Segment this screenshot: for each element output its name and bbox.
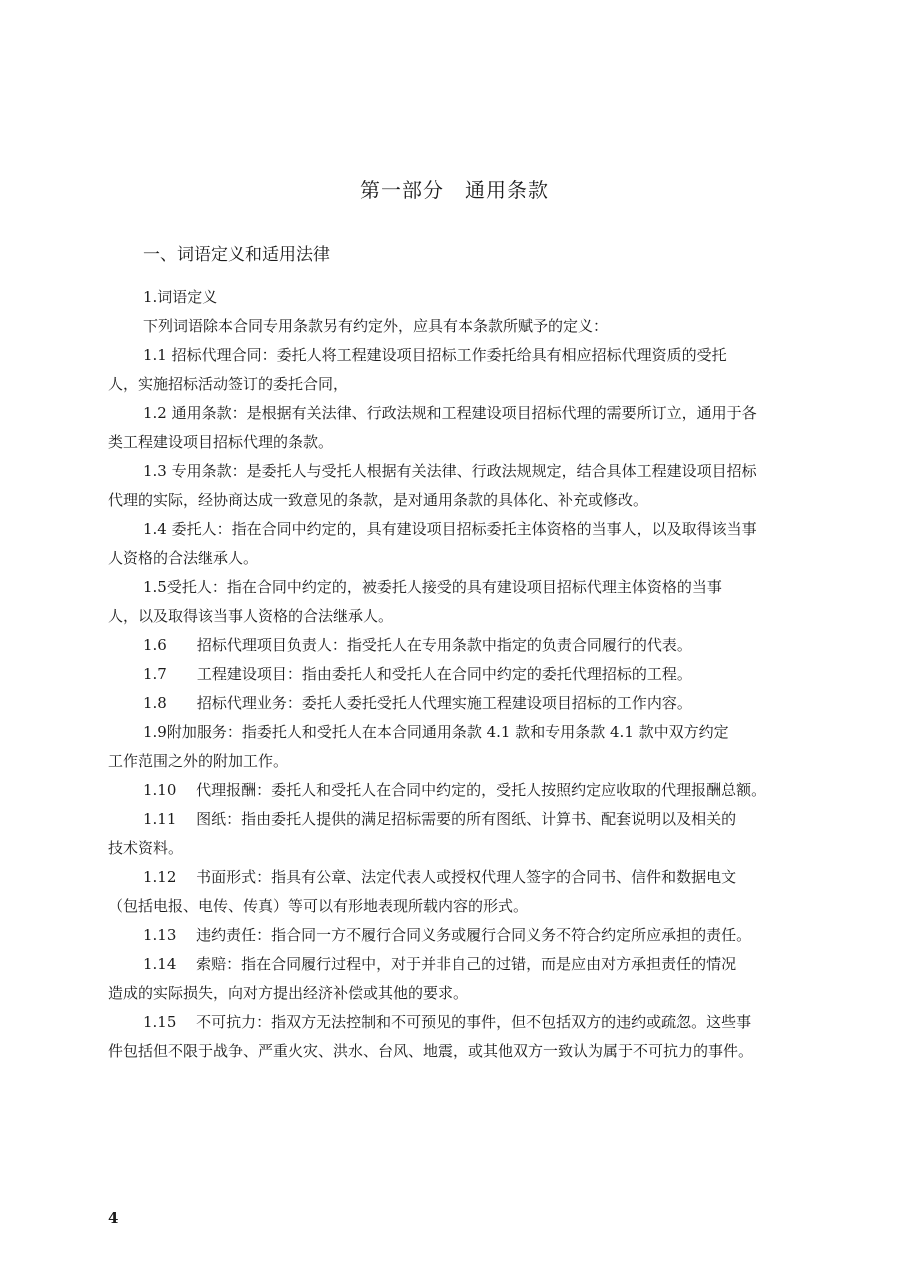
text-line: 工作范围之外的附加工作。 [108,752,289,770]
text-line: 1.2 通用条款：是根据有关法律、行政法规和工程建设项目招标代理的需要所订立，通用于各 [143,404,757,422]
text-line: 1.1 招标代理合同：委托人将工程建设项目招标工作委托给具有相应招标代理资质的受托 [143,346,727,364]
text-line: 1.3 专用条款：是委托人与受托人根据有关法律、行政法规规定，结合具体工程建设项目招标 [143,462,757,480]
text-line: 1.10 代理报酬：委托人和受托人在合同中约定的，受托人按照约定应收取的代理报酬总额。 [143,781,767,799]
section-title: 一、词语定义和适用法律 [143,245,330,265]
text-line: 造成的实际损失，向对方提出经济补偿或其他的要求。 [108,984,469,1002]
text-line: 1.11 图纸：指由委托人提供的满足招标需要的所有图纸、计算书、配套说明以及相关的 [143,810,737,828]
text-line: 1.7 工程建设项目：指由委托人和受托人在合同中约定的委托代理招标的工程。 [143,665,692,683]
text-line: 技术资料。 [108,839,184,857]
page-number: 4 [108,1209,119,1227]
text-line: 1.15 不可抗力：指双方无法控制和不可预见的事件，但不包括双方的违约或疏忽。这些事 [143,1013,752,1031]
text-line: 1.词语定义 [143,288,218,306]
part-title: 第一部分 通用条款 [360,178,549,202]
text-line: 代理的实际，经协商达成一致意见的条款，是对通用条款的具体化、补充或修改。 [108,491,649,509]
body-text [108,283,808,1066]
text-line: 1.13 违约责任：指合同一方不履行合同义务或履行合同义务不符合约定所应承担的责任。 [143,926,752,944]
text-line: 1.5受托人：指在合同中约定的，被委托人接受的具有建设项目招标代理主体资格的当事 [143,578,722,596]
text-line: 人，实施招标活动签订的委托合同， [108,375,349,393]
text-line: 人资格的合法继承人。 [108,549,259,567]
text-line: 1.8 招标代理业务：委托人委托受托人代理实施工程建设项目招标的工作内容。 [143,694,692,712]
text-line: 1.12 书面形式：指具有公章、法定代表人或授权代理人签字的合同书、信件和数据电文 [143,868,737,886]
text-line: 下列词语除本合同专用条款另有约定外，应具有本条款所赋予的定义： [143,317,609,335]
text-line: 1.9附加服务：指委托人和受托人在本合同通用条款 4.1 款和专用条款 4.1 款中双方约定 [143,723,729,741]
text-line: 人，以及取得该当事人资格的合法继承人。 [108,607,394,625]
text-line: 1.6 招标代理项目负责人：指受托人在专用条款中指定的负责合同履行的代表。 [143,636,692,654]
text-line: 1.4 委托人：指在合同中约定的，具有建设项目招标委托主体资格的当事人，以及取得该当事 [143,520,757,538]
text-line: （包括电报、电传、传真）等可以有形地表现所载内容的形式。 [108,897,529,915]
text-line: 1.14 索赔：指在合同履行过程中，对于并非自己的过错，而是应由对方承担责任的情况 [143,955,737,973]
text-line: 件包括但不限于战争、严重火灾、洪水、台风、地震，或其他双方一致认为属于不可抗力的事件。 [108,1042,754,1060]
text-line: 类工程建设项目招标代理的条款。 [108,433,334,451]
